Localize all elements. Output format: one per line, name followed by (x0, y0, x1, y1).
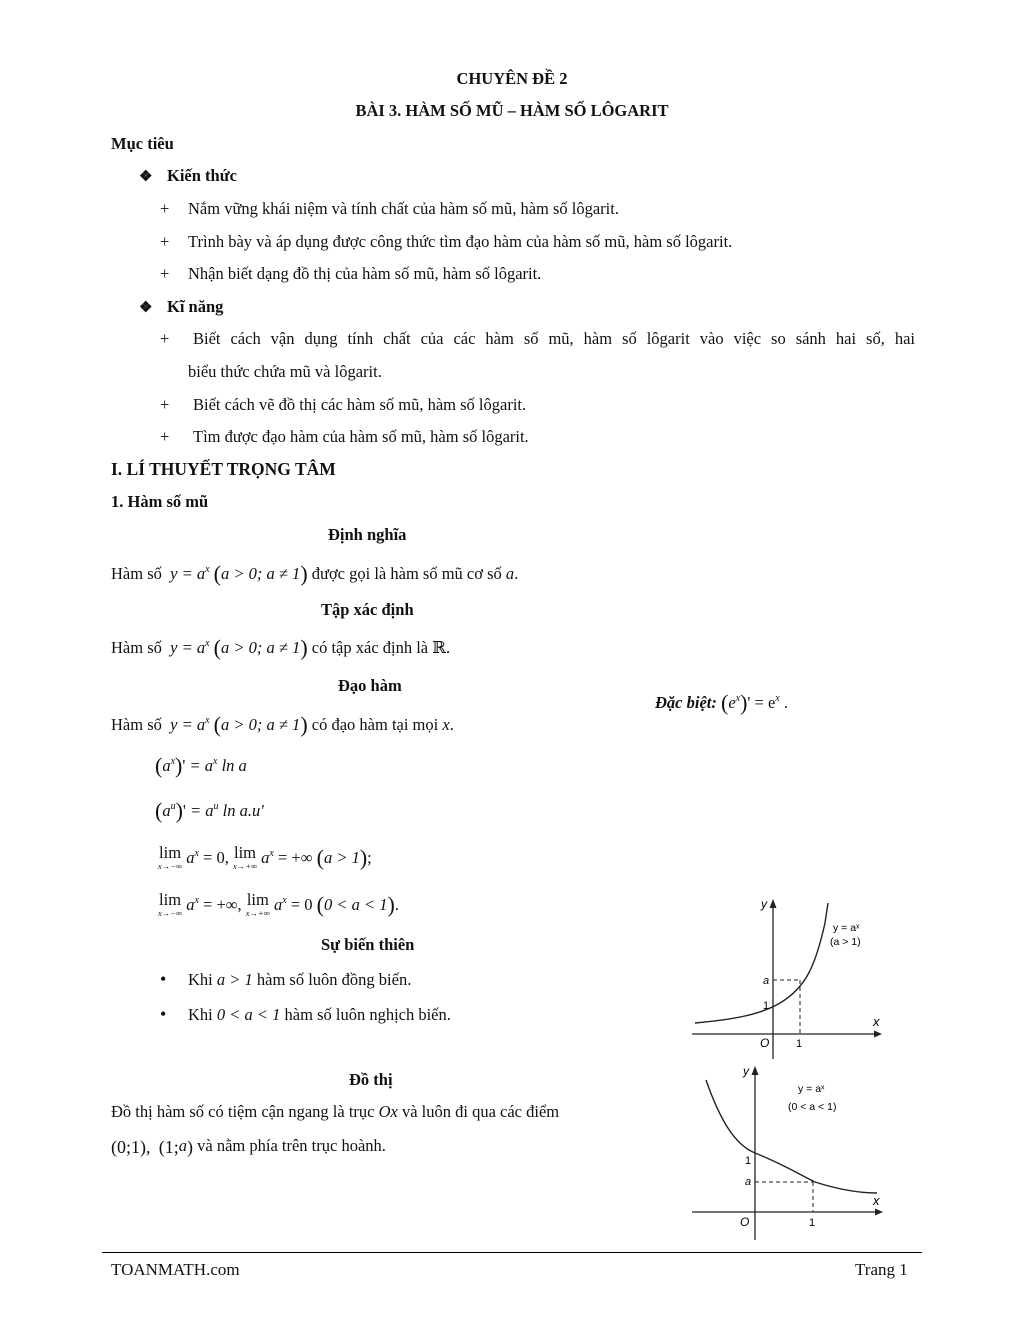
knowledge-heading (139, 166, 237, 186)
topic-heading: CHUYÊN ĐỀ 2 (456, 69, 568, 88)
knowledge-item-text: Nhận biết dạng đồ thị của hàm số mũ, hàm số lôgarit. (188, 264, 542, 283)
real-numbers-symbol: ℝ (432, 638, 446, 657)
math-cond: a > 0; a ≠ 1 (221, 715, 301, 734)
tick-y-a: a (763, 975, 770, 987)
plus-bullet-icon: + (160, 427, 170, 446)
math-exp: x (205, 715, 210, 726)
math-y: y (170, 715, 178, 734)
objectives-title: Mục tiêu (111, 134, 174, 153)
x-axis-label: x (873, 1014, 880, 1029)
variation-text: hàm số luôn nghịch biến. (284, 1005, 451, 1024)
text-prefix: Hàm số (111, 715, 162, 734)
tick-y-a: a (745, 1176, 752, 1188)
text-part: Đồ thị hàm số có tiệm cận ngang là trục (111, 1102, 375, 1121)
plus-bullet-icon: + (160, 395, 170, 414)
lim-value: = +∞, (203, 895, 242, 914)
math-eq: = a (181, 564, 206, 583)
origin-label: O (760, 1036, 770, 1050)
math-exp: x (205, 564, 210, 575)
knowledge-item (160, 264, 541, 284)
point-2-var: a (178, 1136, 187, 1155)
variation-item (160, 969, 411, 990)
math-a: a (186, 895, 195, 914)
knowledge-title: Kiến thức (167, 166, 237, 185)
graph-heading: Đồ thị (349, 1070, 393, 1089)
text-prefix: Hàm số (111, 564, 162, 583)
plus-bullet-icon: + (160, 199, 170, 218)
diamond-bullet-icon: ❖ (139, 169, 153, 185)
knowledge-item-text: Nắm vững khái niệm và tính chất của hàm số mũ, hàm số lôgarit. (188, 199, 619, 218)
skills-item (160, 329, 915, 349)
figure-exp-decreasing (690, 1060, 890, 1245)
variation-item (160, 1004, 451, 1025)
footer-site: TOANMATH.com (111, 1260, 240, 1279)
graph-text-line1 (111, 1102, 559, 1122)
text-end: . (449, 715, 454, 734)
tick-y-1: 1 (745, 1155, 752, 1167)
theory-title: I. LÍ THUYẾT TRỌNG TÂM (111, 459, 336, 479)
function-label: y = aˣ (833, 922, 860, 934)
math-eq: = a (181, 638, 206, 657)
text-suffix: có đạo hàm tại mọi (311, 715, 439, 734)
skills-item-text: Biết cách vẽ đồ thị các hàm số mũ, hàm số lôgarit. (193, 395, 527, 414)
variation-heading: Sự biến thiên (321, 935, 415, 954)
skills-item-continuation: biểu thức chứa mũ và lôgarit. (188, 362, 382, 381)
axis-name: Ox (378, 1102, 398, 1121)
section-title: 1. Hàm số mũ (111, 492, 209, 511)
knowledge-item (160, 199, 619, 219)
bullet-icon: • (160, 969, 167, 989)
condition-label: (0 < a < 1) (788, 1101, 837, 1113)
math-eq: = a (181, 715, 206, 734)
definition-text: Hàm số $y = a^x$ (a > 0; a ≠ 1) được gọi là hàm số mũ cơ số a. (111, 561, 519, 586)
lim-value: = 0, (203, 848, 229, 867)
formula-ln: ln a.u' (222, 801, 264, 820)
x-axis-label: x (873, 1193, 880, 1208)
lesson-title: BÀI 3. HÀM SỐ MŨ – HÀM SỐ LÔGARIT (355, 101, 669, 120)
lim-cond: a > 1 (323, 848, 360, 867)
text-suffix: được gọi là hàm số mũ cơ số (311, 564, 502, 583)
plus-bullet-icon: + (160, 232, 170, 251)
special-label: Đặc biệt: (655, 693, 717, 712)
math-cond: a > 0; a ≠ 1 (221, 564, 301, 583)
domain-text: Hàm số $y = a^x$ (a > 0; a ≠ 1) có tập xác định là ℝ. (111, 635, 451, 660)
tick-x-1: 1 (796, 1038, 803, 1050)
math-y: y (170, 564, 178, 583)
formula-rhs: = a (190, 801, 214, 820)
math-exp: x (205, 638, 210, 649)
x-axis-arrow-icon (875, 1209, 883, 1216)
text-end: . (394, 895, 399, 914)
math-cond: 0 < a < 1 (216, 1005, 281, 1024)
lim-cond: 0 < a < 1 (323, 895, 388, 914)
lim-sub: x→+∞ (245, 908, 270, 918)
point-2-open: (1; (158, 1137, 179, 1157)
limits-row-2: lim x→−∞ $a^x$ = +∞, lim x→+∞ $a^x = 0$ (0 < a < 1). (158, 890, 399, 918)
lim-sub: x→+∞ (232, 861, 258, 871)
math-var: x (442, 715, 450, 734)
math-a: a (261, 848, 270, 867)
knowledge-item-text: Trình bày và áp dụng được công thức tìm đạo hàm của hàm số mũ, hàm số lôgarit. (188, 232, 733, 251)
skills-item-text: Biết cách vận dụng tính chất của các hàm số mũ, hàm số lôgarit vào việc so sánh hai số, hai (193, 329, 915, 348)
footer-divider (102, 1252, 922, 1253)
formula-rhs: = a (189, 756, 213, 775)
domain-heading: Tập xác định (321, 600, 414, 619)
skills-item (160, 427, 529, 447)
knowledge-item (160, 232, 732, 252)
lim-value: = 0 (290, 895, 313, 914)
variation-text: hàm số luôn đồng biến. (256, 970, 412, 989)
text-part: và nằm phía trên trục hoành. (197, 1136, 386, 1155)
footer-page-number: Trang 1 (855, 1260, 908, 1279)
tick-y-1: 1 (763, 1000, 770, 1012)
lim-word: lim (246, 890, 269, 909)
text-prefix: Hàm số (111, 638, 162, 657)
point-2-close: ) (187, 1137, 193, 1157)
text-part: và luôn đi qua các điểm (401, 1102, 560, 1121)
text-end: . (514, 564, 519, 583)
lim-word: lim (159, 843, 182, 862)
curve-decreasing (706, 1080, 877, 1193)
math-a: a (186, 848, 195, 867)
function-label: y = aˣ (798, 1083, 825, 1095)
special-note: Đặc biệt: $(e^x)' = e^x$ . (655, 690, 788, 715)
skills-heading (139, 297, 223, 317)
lim-sub: x→−∞ (158, 908, 183, 918)
lim-word: lim (234, 843, 257, 862)
skills-item (160, 395, 526, 415)
graph-text-line2 (111, 1136, 386, 1158)
y-axis-arrow-icon (752, 1066, 759, 1075)
math-cond: a > 1 (216, 970, 253, 989)
text-prefix: Khi (188, 970, 213, 989)
tick-x-1: 1 (809, 1217, 816, 1229)
math-var: a (505, 564, 515, 583)
y-axis-label: y (761, 897, 767, 911)
y-axis-label: y (743, 1064, 749, 1078)
math-a: a (273, 895, 283, 914)
point-1: (0;1), (111, 1137, 151, 1157)
plus-bullet-icon: + (160, 264, 170, 283)
lim-sub: x→−∞ (158, 861, 183, 871)
plus-bullet-icon: + (160, 329, 170, 348)
origin-label: O (740, 1215, 750, 1229)
diamond-bullet-icon: ❖ (139, 300, 153, 316)
bullet-icon: • (160, 1004, 167, 1024)
lim-value: = +∞ (278, 848, 313, 867)
math-y: y (170, 638, 178, 657)
derivative-heading: Đạo hàm (338, 676, 402, 695)
figure-exp-increasing (690, 893, 890, 1060)
x-axis-arrow-icon (874, 1031, 882, 1038)
formula-ln: ln a (221, 756, 247, 775)
math-cond: a > 0; a ≠ 1 (221, 638, 301, 657)
y-axis-arrow-icon (770, 899, 777, 908)
derivative-text: Hàm số $y = a^x$ (a > 0; a ≠ 1) có đạo hàm tại mọi x. (111, 712, 454, 737)
text-prefix: Khi (188, 1005, 213, 1024)
skills-title: Kĩ năng (167, 297, 224, 316)
limits-row-1: lim x→−∞ $a^x = 0$, lim x→+∞ $a^x$ = +∞ (a > 1); (158, 843, 372, 871)
derivative-formula-au: $(a^u)' = a^u$ ln a.u' (155, 798, 264, 823)
condition-label: (a > 1) (830, 936, 861, 948)
lim-word: lim (159, 890, 182, 909)
derivative-formula-ax: $(a^x)' = a^x$ ln a (155, 753, 247, 778)
skills-item-text: Tìm được đạo hàm của hàm số mũ, hàm số lôgarit. (193, 427, 529, 446)
text-end: ; (367, 848, 372, 867)
definition-heading: Định nghĩa (328, 525, 407, 544)
text-end: . (445, 638, 451, 657)
curve-increasing (695, 903, 828, 1023)
text-suffix: có tập xác định là (311, 638, 429, 657)
